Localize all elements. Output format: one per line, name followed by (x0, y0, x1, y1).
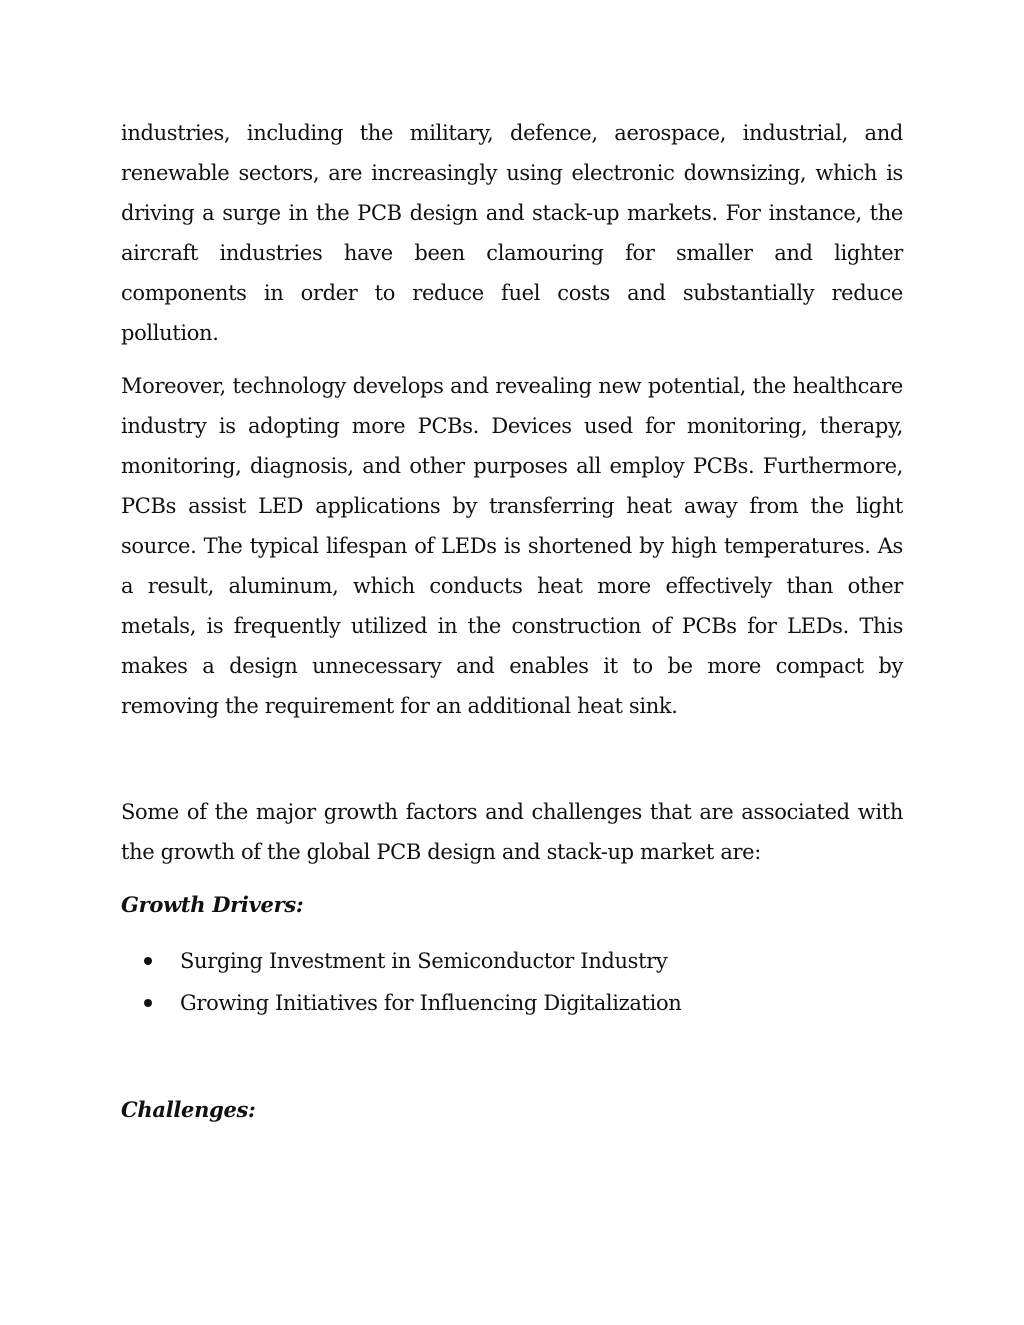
list-item (180, 982, 903, 1024)
bullet-icon (144, 999, 152, 1007)
challenges-heading: Challenges: (121, 1097, 256, 1122)
list-item-text: Surging Investment in Semiconductor Industry (180, 949, 668, 973)
list-item-text: Growing Initiatives for Influencing Digitalization (180, 991, 682, 1015)
list-item (180, 940, 903, 982)
paragraph-electronic-downsizing: industries, including the military, defence, aerospace, industrial, and renewable sectors, are increasingly using electronic downsizing, which is driving a surge in the PCB design and stack-up markets. For instance, the aircraft industries have been clamouring for smaller and lighter components in order to reduce fuel costs and substantially reduce pollution. (121, 121, 903, 345)
paragraph-healthcare-led: Moreover, technology develops and revealing new potential, the healthcare industry is adopting more PCBs. Devices used for monitoring, therapy, monitoring, diagnosis, and other purposes all employ PCBs. Furthermore, PCBs assist LED applications by transferring heat away from the light source. The typical lifespan of LEDs is shortened by high temperatures. As a result, aluminum, which conducts heat more effectively than other metals, is frequently utilized in the construction of PCBs for LEDs. This makes a design unnecessary and enables it to be more compact by removing the requirement for an additional heat sink. (121, 374, 903, 718)
growth-drivers-list (121, 940, 903, 1024)
growth-drivers-heading: Growth Drivers: (121, 892, 304, 917)
document-page (121, 113, 903, 1130)
paragraph-growth-factors-intro: Some of the major growth factors and challenges that are associated with the growth of the global PCB design and stack-up market are: (121, 800, 903, 864)
bullet-icon (144, 957, 152, 965)
